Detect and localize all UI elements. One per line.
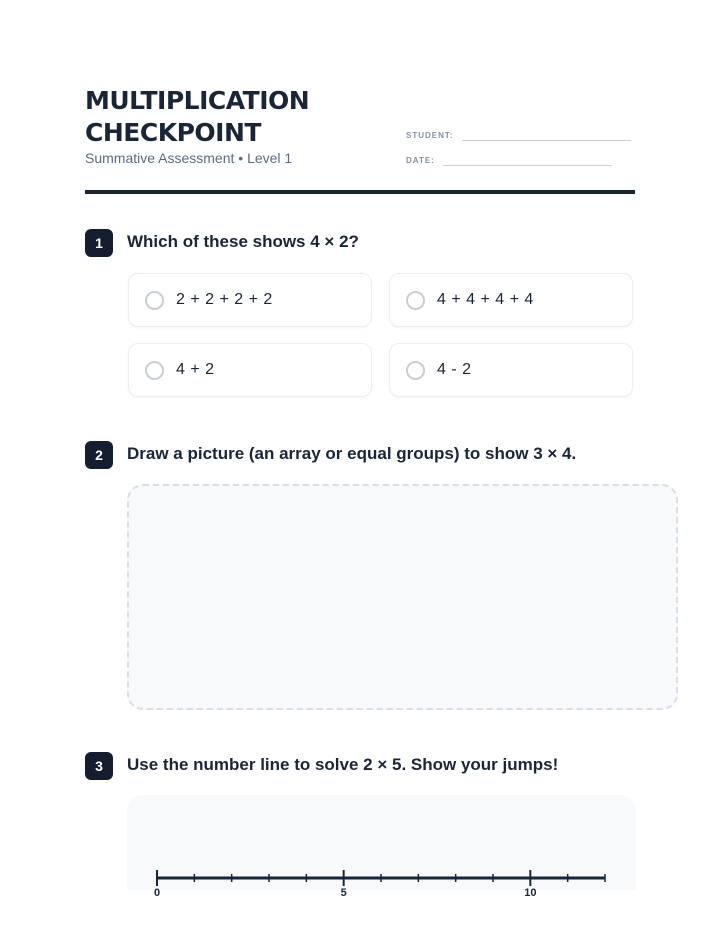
- number-line-label: 5: [340, 887, 347, 899]
- question-3-number: 3: [85, 752, 113, 780]
- date-label: DATE:: [406, 156, 435, 165]
- question-2-number: 2: [85, 441, 113, 469]
- question-2-text: Draw a picture (an array or equal groups) to show 3 × 4.: [127, 444, 577, 463]
- date-field: [406, 155, 612, 166]
- number-line-panel[interactable]: [127, 795, 636, 899]
- q1-option-d[interactable]: [389, 343, 633, 397]
- worksheet-title: [85, 85, 385, 149]
- worksheet-subtitle: Summative Assessment • Level 1: [85, 150, 293, 166]
- radio-circle-icon[interactable]: [406, 291, 425, 310]
- question-1-text: Which of these shows 4 × 2?: [127, 232, 359, 251]
- number-line-label: 10: [524, 887, 537, 899]
- student-name-line[interactable]: [462, 130, 631, 141]
- title-line-1: MULTIPLICATION: [85, 86, 310, 115]
- q1-option-c-label: 4 + 2: [176, 361, 215, 378]
- radio-circle-icon[interactable]: [406, 361, 425, 380]
- date-line[interactable]: [443, 155, 612, 166]
- q1-option-b-label: 4 + 4 + 4 + 4: [437, 291, 534, 308]
- question-1-number: 1: [85, 229, 113, 257]
- radio-circle-icon[interactable]: [145, 291, 164, 310]
- number-line[interactable]: [127, 795, 636, 899]
- student-label: STUDENT:: [406, 131, 454, 140]
- q1-option-d-label: 4 - 2: [437, 361, 472, 378]
- number-line-label: 0: [153, 887, 161, 899]
- header-divider: [85, 190, 635, 194]
- q1-option-a[interactable]: [128, 273, 372, 327]
- q1-option-c[interactable]: [128, 343, 372, 397]
- question-3-text: Use the number line to solve 2 × 5. Show your jumps!: [127, 755, 559, 774]
- drawing-area[interactable]: [127, 484, 678, 710]
- radio-circle-icon[interactable]: [145, 361, 164, 380]
- title-line-2: CHECKPOINT: [85, 118, 261, 147]
- q1-option-a-label: 2 + 2 + 2 + 2: [176, 291, 273, 308]
- student-field: [406, 130, 631, 141]
- q1-option-b[interactable]: [389, 273, 633, 327]
